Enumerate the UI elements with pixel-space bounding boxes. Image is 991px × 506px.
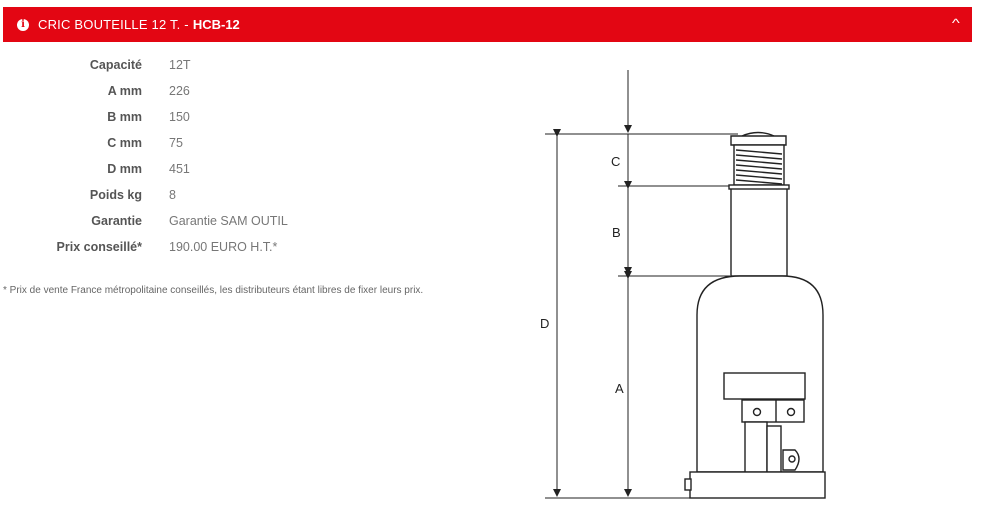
spec-label: Prix conseillé* [56,240,142,254]
product-header[interactable] [3,7,972,42]
specs-table [0,52,288,260]
spec-value: 12T [169,58,191,72]
spec-label: Capacité [89,58,142,72]
label-c: C [611,154,621,169]
label-d: D [540,316,550,331]
product-title: CRIC BOUTEILLE 12 T. - [38,17,189,32]
chevron-up-icon[interactable]: ^ [952,16,961,30]
spec-row [0,208,288,234]
spec-row [0,78,288,104]
spec-row [0,156,288,182]
label-a: A [615,381,624,396]
spec-label: Garantie [91,214,142,228]
product-model: HCB-12 [192,17,240,32]
spec-value: 75 [169,136,183,150]
info-icon: i [17,19,29,31]
spec-label: Poids kg [89,188,142,202]
spec-label: A mm [107,84,142,98]
spec-label: B mm [107,110,142,124]
jack-dimension-diagram [500,55,840,505]
spec-value: 451 [169,162,190,176]
spec-value: 190.00 EURO H.T.* [169,240,278,254]
label-b: B [612,225,621,240]
spec-row [0,234,288,260]
spec-label: D mm [107,162,142,176]
bottle-jack-drawing [685,133,825,499]
spec-value: 226 [169,84,190,98]
price-footnote: * Prix de vente France métropolitaine conseillés, les distributeurs étant libres de fixer leurs prix. [3,285,424,296]
spec-label: C mm [107,136,142,150]
spec-row [0,130,288,156]
spec-value: 8 [169,188,176,202]
spec-row [0,104,288,130]
spec-row [0,52,288,78]
spec-value: 150 [169,110,190,124]
spec-row [0,182,288,208]
spec-value: Garantie SAM OUTIL [169,214,288,228]
